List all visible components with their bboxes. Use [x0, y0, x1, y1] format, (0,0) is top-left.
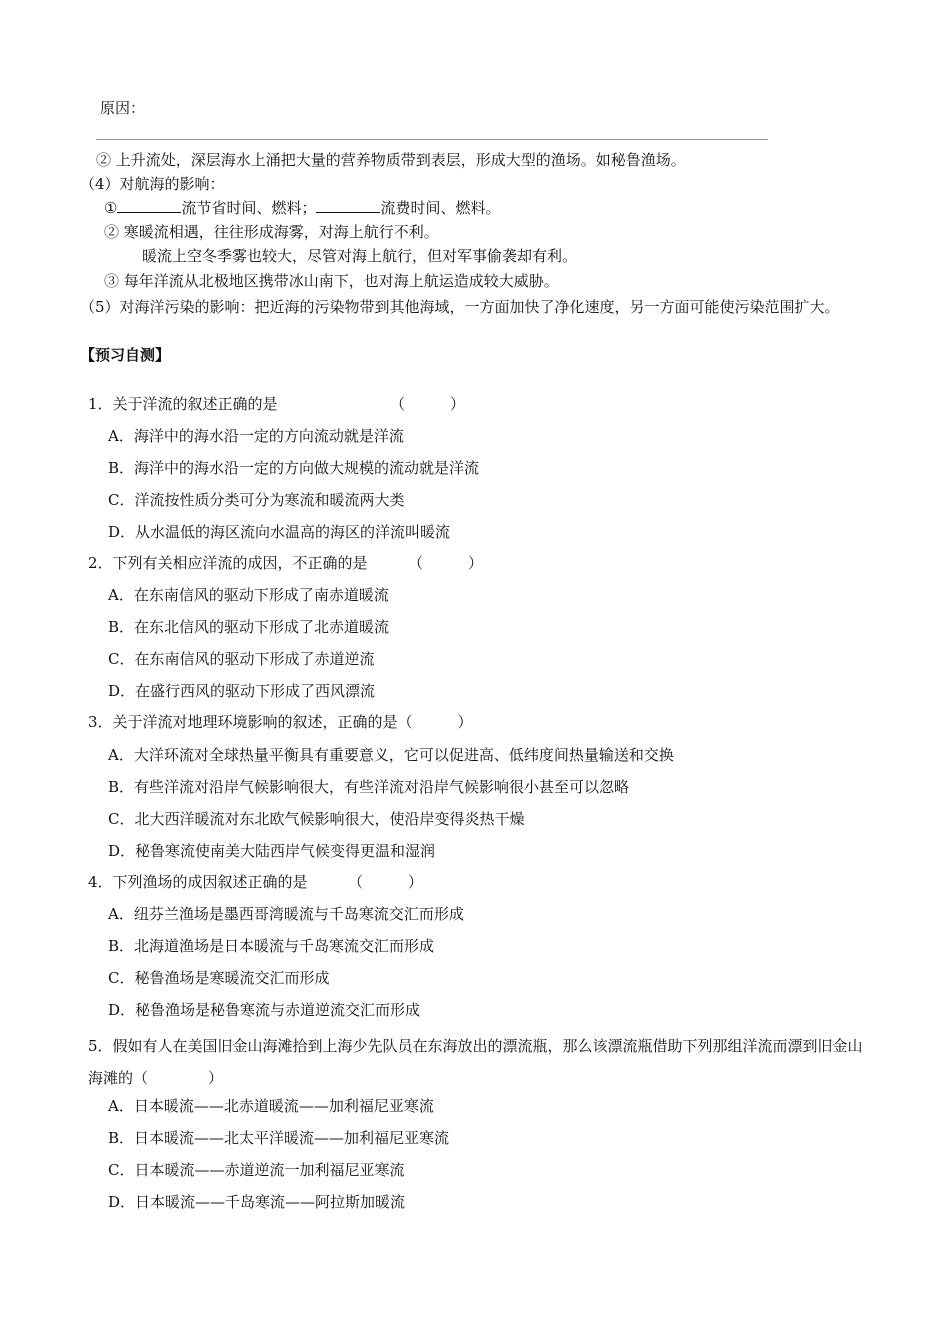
nav-item1-prefix: ① — [104, 199, 118, 217]
question-2-option-d: D．在盛行西风的驱动下形成了西风漂流 — [108, 682, 376, 700]
question-1-option-a: A．海洋中的海水沿一定的方向流动就是洋流 — [108, 427, 404, 445]
question-4-option-c: C．秘鲁渔场是寒暖流交汇而形成 — [108, 969, 330, 987]
question-3-option-d: D．秘鲁寒流使南美大陆西岸气候变得更温和湿润 — [108, 842, 436, 860]
reason-label: 原因： — [100, 99, 146, 117]
question-3-option-c: C．北大西洋暖流对东北欧气候影响很大，使沿岸变得炎热干燥 — [108, 810, 525, 828]
navigation-heading: （4）对航海的影响： — [80, 175, 225, 193]
navigation-item-1 — [104, 198, 500, 218]
question-1-paren: （ ） — [390, 395, 466, 413]
question-5-option-d: D．日本暖流——千岛寒流——阿拉斯加暖流 — [108, 1193, 406, 1211]
question-2-option-b: B．在东北信风的驱动下形成了北赤道暖流 — [108, 618, 390, 636]
question-1-stem — [88, 394, 278, 414]
navigation-item-2a: ② 寒暖流相遇，往往形成海雾，对海上航行不利。 — [104, 223, 439, 241]
question-2-option-c: C．在东南信风的驱动下形成了赤道逆流 — [108, 650, 375, 668]
question-2-text: 2．下列有关相应洋流的成因，不正确的是 — [88, 554, 368, 572]
nav-item1-part1: 流节省时间、燃料； — [181, 199, 317, 217]
question-5-option-b: B．日本暖流——北太平洋暖流——加利福尼亚寒流 — [108, 1129, 450, 1147]
question-1-text: 1．关于洋流的叙述正确的是 — [88, 395, 278, 413]
section-title: 【预习自测】 — [80, 346, 171, 364]
fill-blank-2 — [316, 198, 380, 213]
question-4-option-a: A．纽芬兰渔场是墨西哥湾暖流与千岛寒流交汇而形成 — [108, 905, 464, 923]
question-3-text: 3．关于洋流对地理环境影响的叙述，正确的是（ ） — [88, 713, 473, 731]
nav-item1-part2: 流费时间、燃料。 — [380, 199, 501, 217]
question-5-option-a: A．日本暖流——北赤道暖流——加利福尼亚寒流 — [108, 1097, 434, 1115]
question-5-option-c: C．日本暖流——赤道逆流一加利福尼亚寒流 — [108, 1161, 405, 1179]
question-1-option-d: D．从水温低的海区流向水温高的海区的洋流叫暖流 — [108, 523, 451, 541]
navigation-item-2b: 暖流上空冬季雾也较大，尽管对海上航行，但对军事偷袭却有利。 — [142, 247, 578, 265]
question-1-option-c: C．洋流按性质分类可分为寒流和暖流两大类 — [108, 491, 405, 509]
fill-blank-1 — [117, 198, 181, 213]
answer-line — [96, 139, 768, 140]
navigation-item-3: ③ 每年洋流从北极地区携带冰山南下，也对海上航运造成较大威胁。 — [104, 272, 559, 290]
question-2-option-a: A．在东南信风的驱动下形成了南赤道暖流 — [108, 586, 389, 604]
question-3-option-b: B．有些洋流对沿岸气候影响很大，有些洋流对沿岸气候影响很小甚至可以忽略 — [108, 778, 630, 796]
question-1-option-b: B．海洋中的海水沿一定的方向做大规模的流动就是洋流 — [108, 459, 480, 477]
question-4-text: 4．下列渔场的成因叙述正确的是 — [88, 873, 308, 891]
question-2-paren: （ ） — [408, 554, 484, 572]
upwelling-text: ② 上升流处，深层海水上涌把大量的营养物质带到表层，形成大型的渔场。如秘鲁渔场。 — [96, 151, 686, 169]
question-5-text: 5．假如有人在美国旧金山海滩拾到上海少先队员在东海放出的漂流瓶，那么该漂流瓶借助下列那组洋流而漂到旧金山海滩的（ ） — [88, 1037, 863, 1087]
question-4-option-d: D．秘鲁渔场是秘鲁寒流与赤道逆流交汇而形成 — [108, 1001, 421, 1019]
pollution-paragraph: （5）对海洋污染的影响：把近海的污染物带到其他海域，一方面加快了净化速度，另一方面可能使污染范围扩大。 — [80, 298, 840, 316]
question-3-option-a: A．大洋环流对全球热量平衡具有重要意义，它可以促进高、低纬度间热量输送和交换 — [108, 746, 674, 764]
question-4-paren: （ ） — [348, 873, 424, 891]
question-4-option-b: B．北海道渔场是日本暖流与千岛寒流交汇而形成 — [108, 937, 435, 955]
